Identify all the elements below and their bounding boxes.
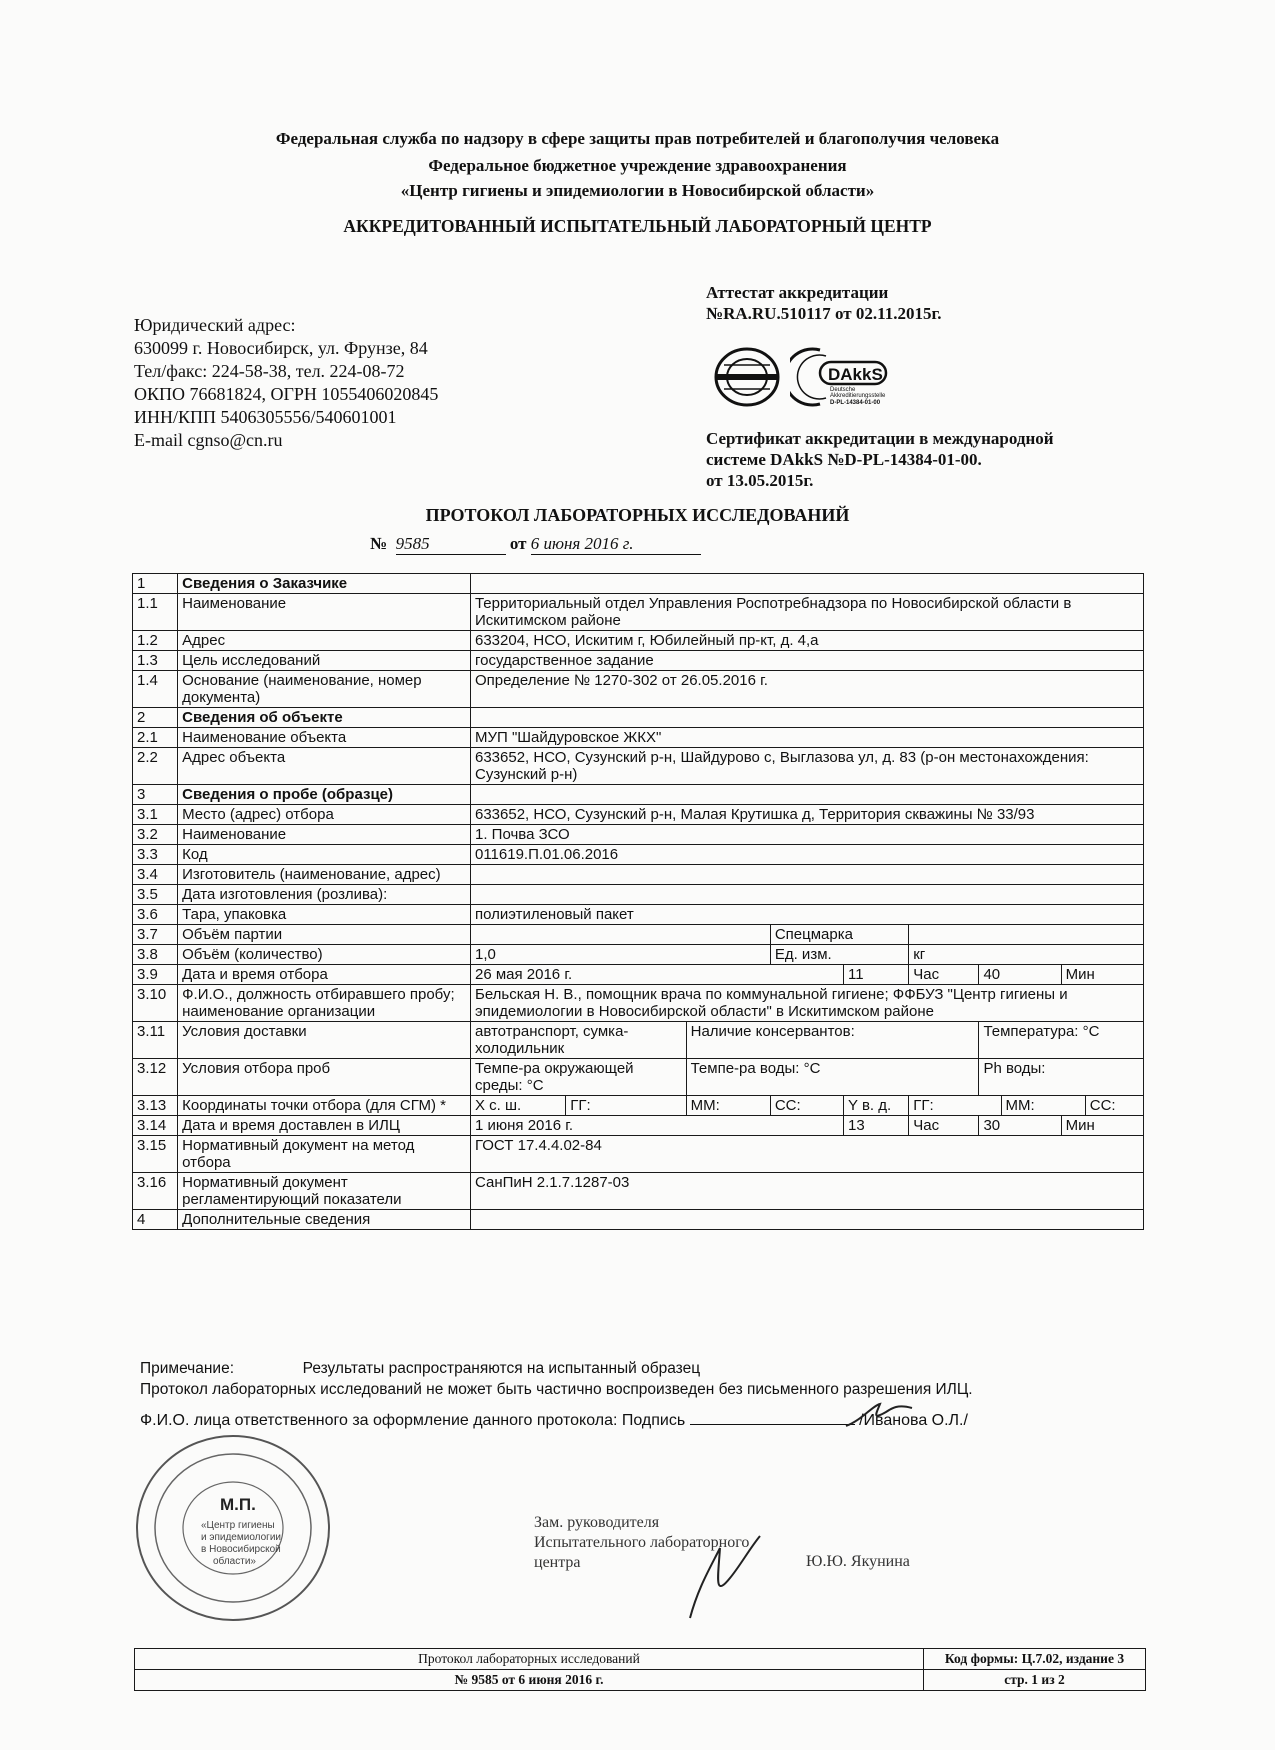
svg-text:«Центр гигиены: «Центр гигиены [201,1520,275,1531]
svg-text:D-PL-14384-01-00: D-PL-14384-01-00 [830,400,881,406]
table-row: 3.4 Изготовитель (наименование, адрес) [133,865,1144,885]
ilac-logo-icon [712,346,782,408]
certificate-line-2: системе DAkkS №D-PL-14384-01-00. [706,450,982,469]
dakks-logo-text: DAkkS [828,365,883,384]
header-line-1: Федеральная служба по надзору в сфере защиты прав потребителей и благополучия человека [275,129,1000,148]
signature-title-2: Испытательного лабораторного [534,1534,750,1551]
certificate-line-3: от 13.05.2015г. [706,471,814,490]
footer-table [134,1648,1146,1691]
table-row: 3 Сведения о пробе (образце) [133,785,1144,805]
stamp-mp: М.П. [220,1495,256,1514]
signature-title-1: Зам. руководителя [534,1514,660,1531]
address-email: E-mail cgnso@cn.ru [134,430,283,450]
table-row: 3.9 Дата и время отбора 26 мая 2016 г. 11 Час 40 Мин [133,965,1144,985]
table-row: 1.4 Основание (наименование, номер документа) Определение № 1270-302 от 26.05.2016 г. [133,671,1144,708]
table-row: 1 Сведения о Заказчике [133,574,1144,594]
address-okpo: ОКПО 76681824, ОГРН 1055406020845 [134,384,439,404]
note-label: Примечание: [140,1360,235,1377]
protocol-date-value: 6 июня 2016 г. [531,534,701,555]
table-row: 3.8 Объём (количество) 1,0 Ед. изм. кг [133,945,1144,965]
table-row: 3.14 Дата и время доставлен в ИЛЦ 1 июня 2016 г. 13 Час 30 Мин [133,1116,1144,1136]
svg-text:в Новосибирской: в Новосибирской [201,1544,281,1555]
table-row: 3.15 Нормативный документ на метод отбора ГОСТ 17.4.4.02-84 [133,1136,1144,1173]
svg-text:Akkreditierungsstelle: Akkreditierungsstelle [830,393,886,399]
signature-line [690,1410,855,1425]
responsible-name: /Иванова О.Л./ [859,1412,968,1429]
footer-protocol-ref: № 9585 от 6 июня 2016 г. [135,1670,924,1691]
table-row [135,1649,1146,1670]
table-row: 2 Сведения об объекте [133,708,1144,728]
table-row: 3.12 Условия отбора проб Темпе-ра окружающей среды: °С Темпе-ра воды: °С Ph воды: [133,1059,1144,1096]
table-row: 3.5 Дата изготовления (розлива): [133,885,1144,905]
certificate-line-1: Сертификат аккредитации в международной [706,429,1054,448]
dakks-logo-icon [790,346,900,408]
table-row: 2.1 Наименование объекта МУП "Шайдуровское ЖКХ" [133,728,1144,748]
footer-form-code: Код формы: Ц.7.02, издание 3 [924,1649,1146,1670]
footer-page-number: стр. 1 из 2 [924,1670,1146,1691]
svg-text:области»: области» [213,1556,256,1567]
deputy-signature-icon [680,1528,780,1628]
note-line-2: Протокол лабораторных исследований не может быть частично воспроизведен без письменного разрешения ИЛЦ. [140,1381,973,1398]
legal-address [134,314,438,452]
table-row: 3.16 Нормативный документ регламентирующий показатели СанПиН 2.1.7.1287-03 [133,1173,1144,1210]
organization-stamp-icon [128,1428,338,1628]
table-row: 3.1 Место (адрес) отбора 633652, НСО, Сузунский р-н, Малая Крутишка д, Территория скважины № 33/93 [133,805,1144,825]
svg-text:Deutsche: Deutsche [830,387,856,393]
accreditation-title: Аттестат аккредитации [706,283,889,302]
note-text: Результаты распространяются на испытанный образец [302,1360,701,1377]
header-line-2: Федеральное бюджетное учреждение здравоохранения [428,156,847,175]
table-row: 3.6 Тара, упаковка полиэтиленовый пакет [133,905,1144,925]
signature-title-3: центра [534,1554,581,1571]
responsible-label: Ф.И.О. лица ответственного за оформление данного протокола: Подпись [140,1412,686,1429]
protocol-title: ПРОТОКОЛ ЛАБОРАТОРНЫХ ИССЛЕДОВАНИЙ [425,505,850,525]
address-label: Юридический адрес: [134,315,296,335]
table-row: 3.10 Ф.И.О., должность отбиравшего пробу; наименование организации Бельская Н. В., помощник врача по коммунальной гигиене; ФФБУЗ "Центр гигиены и эпидемиологии в Новосибирской области" в Искитимском районе [133,985,1144,1022]
svg-text:и эпидемиологии: и эпидемиологии [201,1532,281,1543]
protocol-number: № 9585 от 6 июня 2016 г. [370,534,701,555]
certificate-block [706,428,1054,491]
address-street: 630099 г. Новосибирск, ул. Фрунзе, 84 [134,338,428,358]
table-row: 1.3 Цель исследований государственное задание [133,651,1144,671]
protocol-table [132,573,1144,1230]
address-inn: ИНН/КПП 5406305556/540601001 [134,407,397,427]
notes-block [140,1358,973,1400]
table-row: 1.1 Наименование Территориальный отдел Управления Роспотребнадзора по Новосибирской области в Искитимском районе [133,594,1144,631]
table-row: 3.11 Условия доставки автотранспорт, сумка-холодильник Наличие консервантов: Температура: °С [133,1022,1144,1059]
footer-title: Протокол лабораторных исследований [135,1649,924,1670]
responsible-signature-icon [842,1400,932,1430]
header-line-3: «Центр гигиены и эпидемиологии в Новосибирской области» [400,181,875,200]
table-row: 3.3 Код 011619.П.01.06.2016 [133,845,1144,865]
table-row: 2.2 Адрес объекта 633652, НСО, Сузунский р-н, Шайдурово с, Выглазова ул, д. 83 (р-он местонахождения: Сузунский р-н) [133,748,1144,785]
accreditation-block [706,282,942,324]
protocol-num-value: 9585 [396,534,506,555]
table-row: 3.13 Координаты точки отбора (для СГМ) * X с. ш. ГГ: ММ: СС: Y в. д. ГГ: ММ: СС: [133,1096,1144,1116]
signatory-name: Ю.Ю. Якунина [806,1553,910,1570]
table-row: 1.2 Адрес 633204, НСО, Искитим г, Юбилейный пр-кт, д. 4,а [133,631,1144,651]
accreditation-number: №RA.RU.510117 от 02.11.2015г. [706,304,942,323]
table-row [135,1670,1146,1691]
address-phone: Тел/факс: 224-58-38, тел. 224-08-72 [134,361,405,381]
table-row: 4 Дополнительные сведения [133,1210,1144,1230]
table-row: 3.2 Наименование 1. Почва ЗСО [133,825,1144,845]
table-row: 3.7 Объём партии Спецмарка [133,925,1144,945]
header-line-4: АККРЕДИТОВАННЫЙ ИСПЫТАТЕЛЬНЫЙ ЛАБОРАТОРНЫЙ ЦЕНТР [343,216,932,236]
